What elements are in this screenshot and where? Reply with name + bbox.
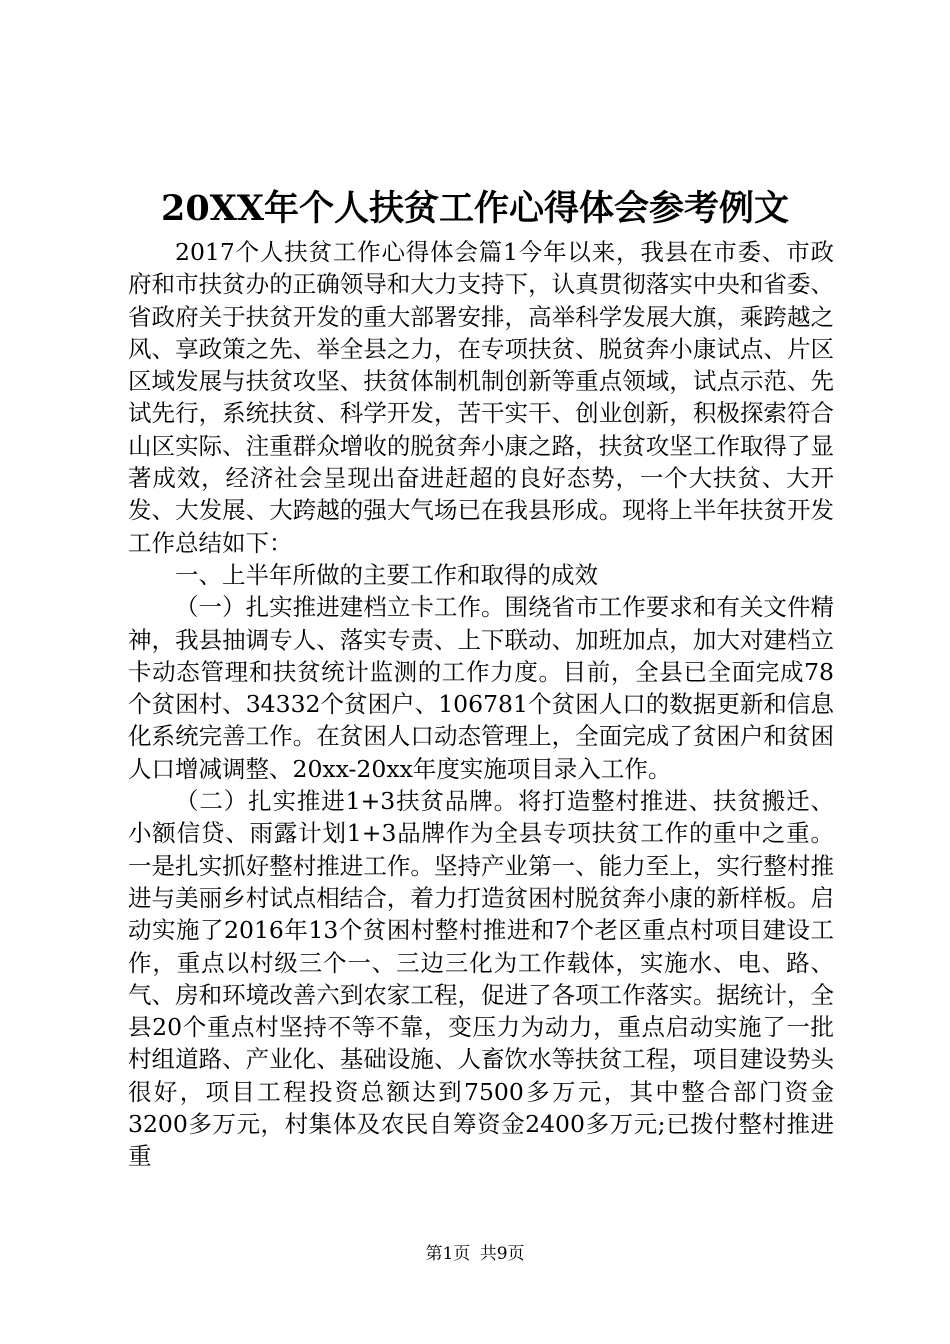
document-title: 20XX年个人扶贫工作心得体会参考例文 xyxy=(160,188,790,229)
paragraph-section-2: （二）扎实推进1+3扶贫品牌。将打造整村推进、扶贫搬迁、小额信贷、雨露计划1+3品牌作为全县专项扶贫工作的重中之重。一是扎实抓好整村推进工作。坚持产业第一、能力至上，实行整村推进与美丽乡村试点相结合，着力打造贫困村脱贫奔小康的新样板。启动实施了2016年13个贫困村整村推进和7个老区重点村项目建设工作，重点以村级三个一、三边三化为工作载体，实施水、电、路、气、房和环境改善六到农家工程，促进了各项工作落实。据统计，全县20个重点村坚持不等不靠，变压力为动力，重点启动实施了一批村组道路、产业化、基础设施、人畜饮水等扶贫工程，项目建设势头很好，项目工程投资总额达到7500多万元，其中整合部门资金3200多万元，村集体及农民自筹资金2400多万元;已拨付整村推进重 xyxy=(128,787,834,1171)
paragraph-intro: 2017个人扶贫工作心得体会篇1今年以来，我县在市委、市政府和市扶贫办的正确领导和大力支持下，认真贯彻落实中央和省委、省政府关于扶贫开发的重大部署安排，高举科学发展大旗，乘跨越之风、享政策之先、举全县之力，在专项扶贫、脱贫奔小康试点、片区区域发展与扶贫攻坚、扶贫体制机制创新等重点领域，试点示范、先试先行，系统扶贫、科学开发，苦干实干、创业创新，积极探索符合山区实际、注重群众增收的脱贫奔小康之路，扶贫攻坚工作取得了显著成效，经济社会呈现出奋进赶超的良好态势，一个大扶贫、大开发、大发展、大跨越的强大气场已在我县形成。现将上半年扶贫开发工作总结如下： xyxy=(128,238,834,557)
page-footer xyxy=(0,1242,950,1266)
document-body xyxy=(128,236,834,1173)
paragraph-section-1: （一）扎实推进建档立卡工作。围绕省市工作要求和有关文件精神，我县抽调专人、落实专责、上下联动、加班加点，加大对建档立卡动态管理和扶贫统计监测的工作力度。目前，全县已全面完成78个贫困村、34332个贫困户、106781个贫困人口的数据更新和信息化系统完善工作。在贫困人口动态管理上，全面完成了贫困户和贫困人口增减调整、20xx-20xx年度实施项目录入工作。 xyxy=(128,593,834,783)
page-number: 第1页 xyxy=(425,1244,471,1264)
page-total: 共9页 xyxy=(479,1244,525,1264)
section-heading: 一、上半年所做的主要工作和取得的成效 xyxy=(175,560,598,589)
